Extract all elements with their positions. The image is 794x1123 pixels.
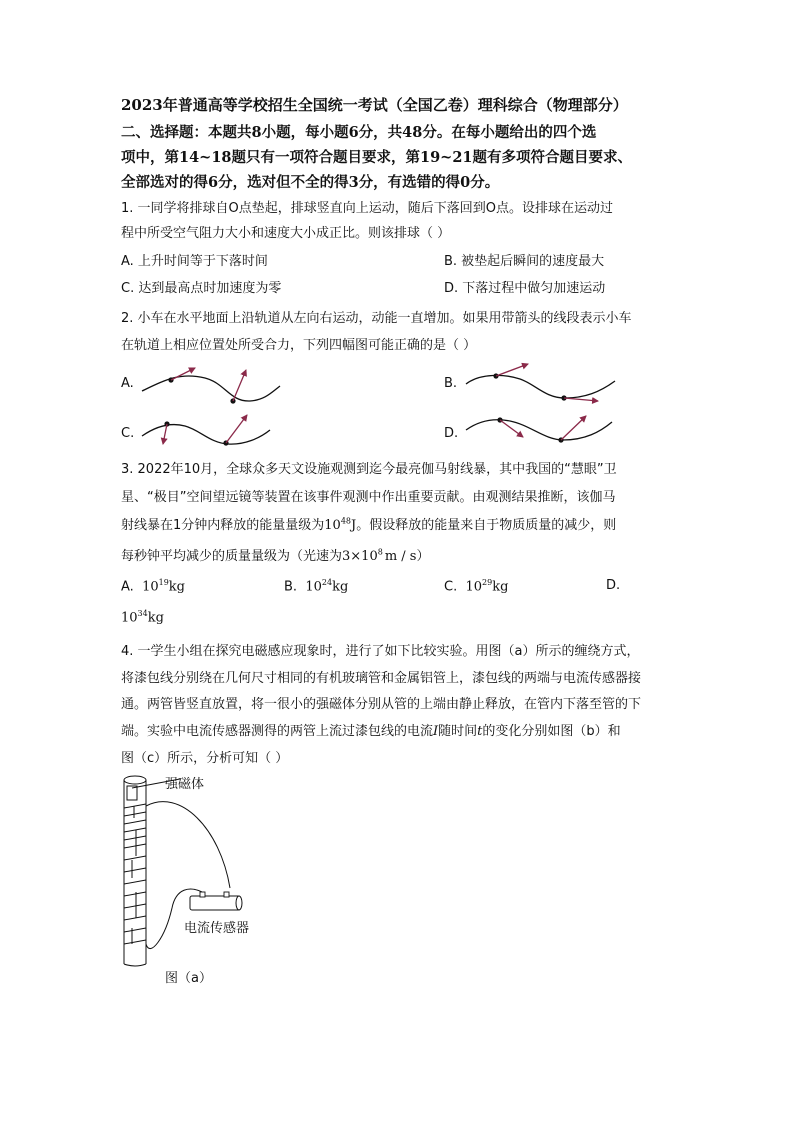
q2-track-figures [0,0,794,460]
q3-option-a-label: A. [121,579,134,595]
q3-stem-line1: 3. 2022年10月，全球众多天文设施观测到迄今最亮伽马射线暴，其中我国的“慧眼”卫 [121,462,617,477]
q3-stem-line4 [121,545,430,564]
q2-figure-d [466,416,612,443]
q1-stem-line1: 1. 一同学将排球自O点垫起，排球竖直向上运动，随后下落回到O点。设排球在运动过 [121,201,614,216]
q2-stem-line2: 在轨道上相应位置处所受合力，下列四幅图可能正确的是（ ） [121,338,477,353]
fig-a-magnet-label: 强磁体 [165,777,205,792]
q4-time-symbol: t [477,724,483,739]
q1-option-b[interactable]: B. 被垫起后瞬间的速度最大 [444,254,605,269]
q4-line4-text-e: 的变化分别如图（b）和 [482,724,621,739]
q3-stem-line2: 星、“极目”空间望远镜等装置在该事件观测中作出重要贡献。由观测结果推断，该伽马 [121,490,616,505]
q3-option-d-unit: kg [147,610,164,626]
q3-option-d-base: 10 [121,610,138,626]
fig-a-caption: 图（a） [165,971,212,986]
fig-a-sensor-label: 电流传感器 [184,921,250,936]
q2-figure-c [142,415,270,446]
q2-option-b-label[interactable]: B. [444,376,458,391]
q3-line3-text-a: 射线暴在1分钟内释放的能量量级为 [121,518,325,533]
current-sensor [190,892,242,910]
q3-option-a-exponent: 19 [158,578,169,587]
q3-line4-text-e: ） [416,549,430,564]
q3-option-c-base: 10 [465,579,483,595]
q4-stem-line4 [121,720,621,739]
q3-option-c-exponent: 29 [482,578,493,587]
q3-option-d-exponent: 34 [137,609,148,618]
q3-option-b-base: 10 [305,579,322,595]
q3-line4-text-a: 每秒钟平均减少的质量量级为（光速为 [121,549,343,564]
q3-option-c-label: C. [444,579,458,595]
q3-option-b-label: B. [284,579,298,595]
coil-windings [124,804,146,944]
q4-current-symbol: I [433,724,439,739]
q3-light-speed-exponent: 8 [377,547,383,557]
q3-energy-exponent: 48 [340,516,352,526]
q3-stem-line3 [121,514,616,533]
q1-option-a[interactable]: A. 上升时间等于下落时间 [121,254,268,269]
section-instruction-line1: 二、选择题：本题共8小题，每小题6分，共48分。在每小题给出的四个选 [121,124,597,141]
q2-option-c-label[interactable]: C. [121,426,135,441]
q2-option-d-label[interactable]: D. [444,426,459,441]
q3-option-d-label[interactable]: D. [606,578,621,593]
magnet [127,786,137,800]
q1-stem-line2: 程中所受空气阻力大小和速度大小成正比。则该排球（ ） [121,226,451,241]
q3-option-a-unit: kg [168,579,185,595]
q1-option-d[interactable]: D. 下落过程中做匀加速运动 [444,281,606,296]
q3-option-c-unit: kg [492,579,509,595]
q3-line3-text-e: 。假设释放的能量来自于物质质量的减少，则 [356,518,617,533]
section-instruction-line3: 全部选对的得6分，选对但不全的得3分，有选错的得0分。 [121,174,500,191]
q4-stem-line2: 将漆包线分别绕在几何尺寸相同的有机玻璃管和金属铝管上，漆包线的两端与电流传感器接 [121,671,642,686]
q3-energy-base: 10 [324,518,341,533]
q4-stem-line3: 通。两管皆竖直放置，将一很小的强磁体分别从管的上端由静止释放，在管内下落至管的下 [121,697,642,712]
q3-option-b-exponent: 24 [321,578,333,587]
q3-option-b-unit: kg [332,579,349,595]
q4-stem-line1: 4. 一学生小组在探究电磁感应现象时，进行了如下比较实验。用图（a）所示的缠绕方式， [121,644,640,659]
q4-line4-text-a: 端。实验中电流传感器测得的两管上流过漆包线的电流 [121,724,434,739]
q3-option-b[interactable] [284,578,348,594]
section-instruction-line2: 项中，第14~18题只有一项符合题目要求，第19~21题有多项符合题目要求、 [121,149,633,166]
q2-stem-line1: 2. 小车在水平地面上沿轨道从左向右运动，动能一直增加。如果用带箭头的线段表示小车 [121,311,632,326]
q2-figure-a [142,368,280,404]
q1-option-c[interactable]: C. 达到最高点时加速度为零 [121,281,282,296]
exam-title: 2023年普通高等学校招生全国统一考试（全国乙卷）理科综合（物理部分） [121,96,628,114]
q3-option-d[interactable] [121,609,164,625]
q4-stem-line5: 图（c）所示，分析可知（ ） [121,751,289,766]
q3-option-a[interactable] [121,578,185,594]
q2-option-a-label[interactable]: A. [121,376,134,391]
q3-option-c[interactable] [444,578,508,594]
q3-option-a-base: 10 [142,579,159,595]
q3-energy-unit: J [351,518,357,533]
q3-light-speed-unit: m / s [384,549,417,564]
q2-figure-b [466,364,615,401]
q3-light-speed-base: 3×10 [342,549,378,564]
q4-figure-a [110,768,280,988]
q4-line4-text-c: 随时间 [438,724,478,739]
